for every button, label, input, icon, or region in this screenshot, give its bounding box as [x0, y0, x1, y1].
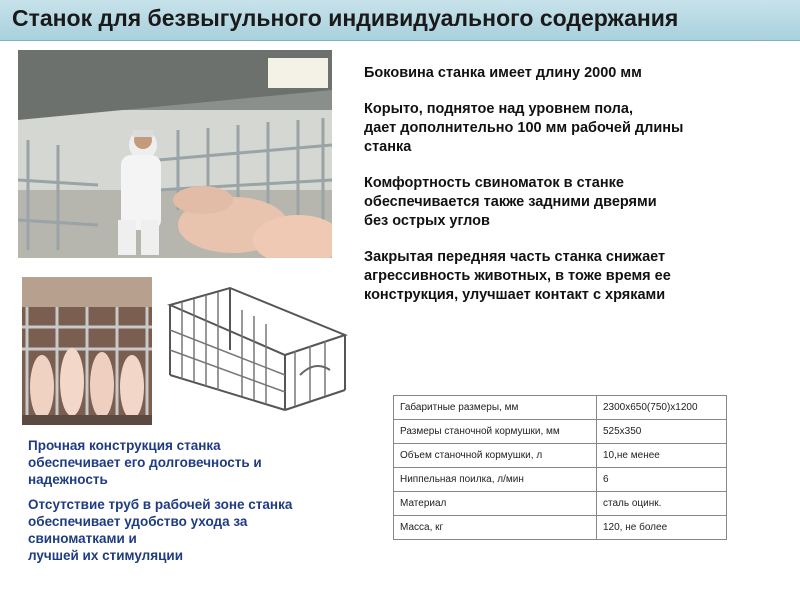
page-title: Станок для безвыгульного индивидуального содержания: [12, 5, 679, 31]
table-row: [394, 516, 727, 540]
spec-label: Габаритные размеры, мм: [394, 396, 597, 420]
right-bullet: Закрытая передняя часть станка снижает агрессивность животных, в тоже время ее конструкция, улучшает контакт с хряками: [364, 249, 671, 303]
sows-row-photo: [22, 277, 152, 425]
spec-value: 10,не менее: [597, 444, 727, 468]
table-row: [394, 420, 727, 444]
title-bar: [0, 0, 800, 41]
spec-label: Ниппельная поилка, л/мин: [394, 468, 597, 492]
specs-table: [393, 395, 727, 540]
spec-label: Материал: [394, 492, 597, 516]
right-bullet: Боковина станка имеет длину 2000 мм: [364, 65, 642, 81]
spec-label: Масса, кг: [394, 516, 597, 540]
table-row: [394, 444, 727, 468]
spec-value: 6: [597, 468, 727, 492]
stall-drawing: [160, 280, 350, 415]
left-description: [28, 437, 358, 572]
table-row: [394, 492, 727, 516]
spec-label: Размеры станочной кормушки, мм: [394, 420, 597, 444]
right-bullet: Комфортность свиноматок в станке обеспечивается также задними дверями без острых углов: [364, 175, 657, 229]
spec-value: 525х350: [597, 420, 727, 444]
table-row: [394, 468, 727, 492]
left-bullet: Прочная конструкция станка обеспечивает его долговечность и надежность: [28, 438, 262, 487]
left-bullet: Отсутствие труб в рабочей зоне станка обеспечивает удобство ухода за свиноматками и лучшей их стимуляции: [28, 497, 293, 563]
table-row: [394, 396, 727, 420]
spec-label: Объем станочной кормушки, л: [394, 444, 597, 468]
spec-value: 2300х650(750)х1200: [597, 396, 727, 420]
right-description: [364, 64, 784, 322]
spec-value: 120, не более: [597, 516, 727, 540]
spec-value: сталь оцинк.: [597, 492, 727, 516]
barn-photo: [18, 50, 332, 258]
right-bullet: Корыто, поднятое над уровнем пола, дает дополнительно 100 мм рабочей длины станка: [364, 101, 684, 155]
